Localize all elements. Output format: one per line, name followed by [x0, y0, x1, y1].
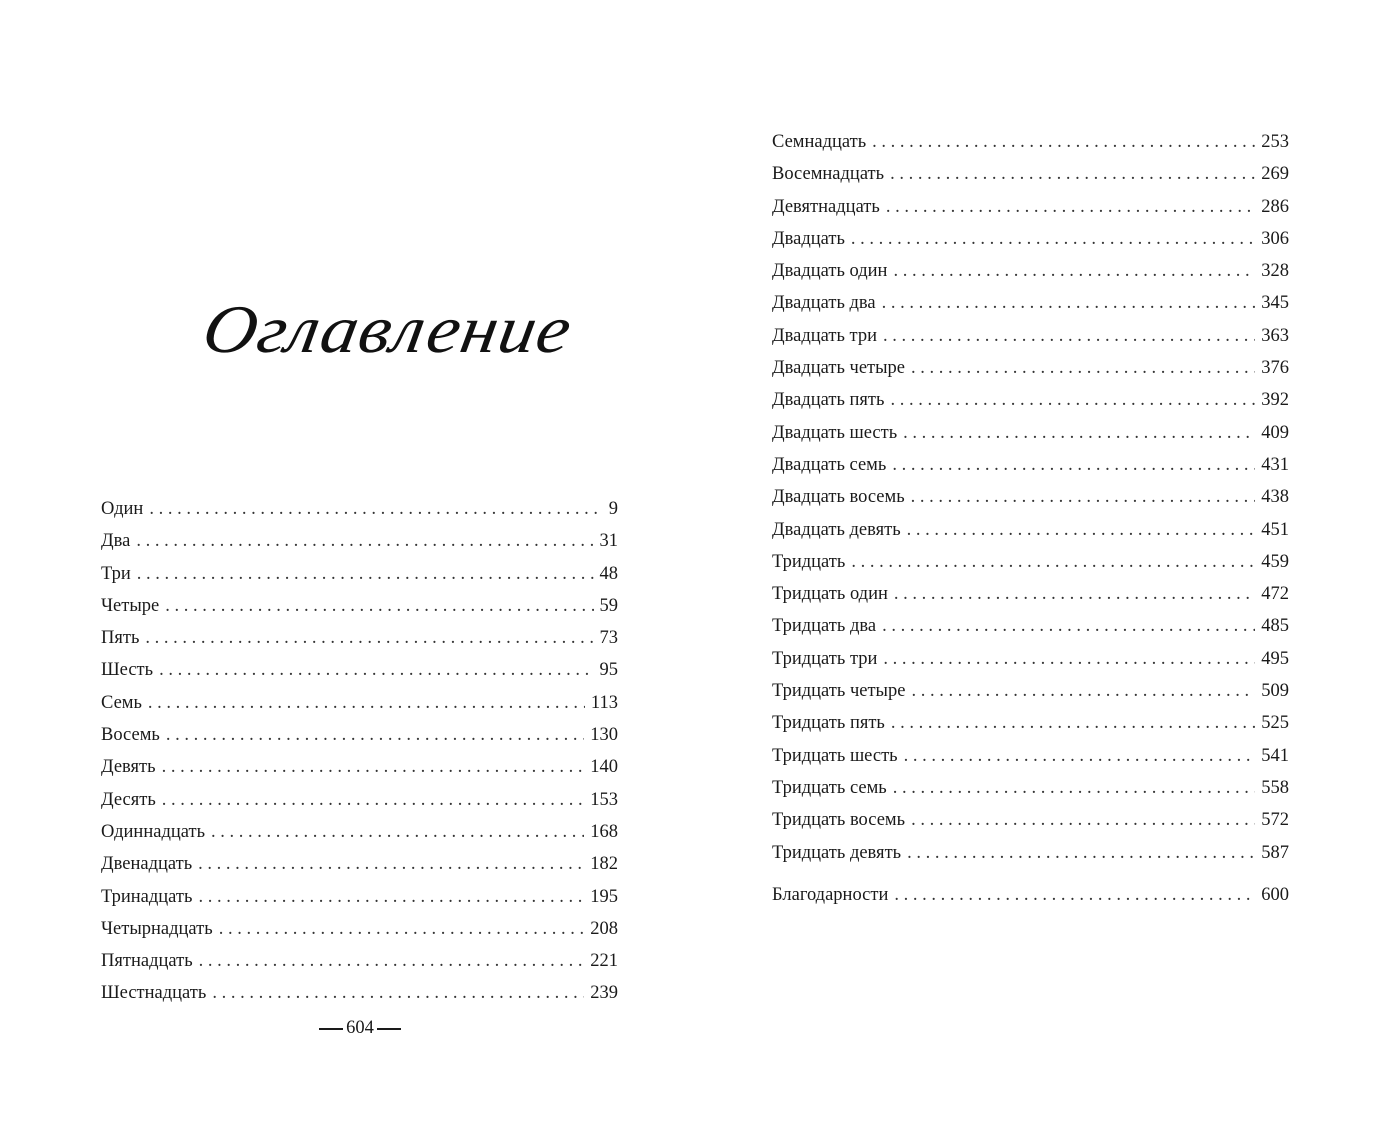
dot-leader — [911, 804, 1255, 836]
toc-entry-label: Пять — [101, 628, 140, 649]
toc-entry-label: Двадцать — [772, 228, 845, 249]
toc-entry — [772, 449, 1289, 481]
dot-leader — [911, 675, 1255, 707]
dot-leader — [907, 514, 1256, 546]
dot-leader — [145, 622, 593, 654]
toc-entry — [772, 546, 1289, 578]
dot-leader — [148, 687, 585, 719]
toc-entry — [101, 751, 618, 783]
toc-entry — [772, 514, 1289, 546]
dot-leader — [904, 740, 1256, 772]
toc-entry — [772, 352, 1289, 384]
dot-leader — [886, 191, 1255, 223]
dot-leader — [893, 255, 1255, 287]
folio-dash-left — [319, 1028, 343, 1030]
toc-entry-label: Двадцать девять — [772, 519, 901, 540]
dot-leader — [162, 751, 585, 783]
toc-entry-page: 59 — [599, 595, 618, 616]
dot-leader — [212, 977, 584, 1009]
dot-leader — [893, 772, 1256, 804]
toc-entry-page: 509 — [1261, 681, 1289, 702]
toc-entry-page: 431 — [1261, 454, 1289, 475]
toc-entry-page: 95 — [599, 660, 618, 681]
toc-entry-page: 208 — [590, 918, 618, 939]
dot-leader — [872, 126, 1255, 158]
toc-entry-page: 541 — [1261, 745, 1289, 766]
toc-entry-page: 9 — [608, 499, 618, 519]
page-number — [316, 1014, 404, 1042]
toc-entry-label: Тридцать один — [772, 584, 888, 605]
toc-entry — [772, 804, 1289, 836]
toc-entry-label: Тридцать семь — [772, 777, 887, 798]
dot-leader — [136, 525, 593, 557]
toc-entry-label: Девятнадцать — [772, 196, 880, 217]
toc-entry — [101, 687, 618, 719]
toc-entry-label: Двадцать шесть — [772, 422, 898, 443]
toc-entry-page: 485 — [1261, 616, 1289, 637]
dot-leader — [137, 558, 594, 590]
toc-entry-label: Тридцать два — [772, 616, 877, 637]
toc-entry-label: Двадцать четыре — [772, 358, 906, 379]
toc-entry-page: 363 — [1261, 325, 1289, 346]
toc-entry-page: 130 — [590, 725, 618, 746]
dot-leader — [851, 223, 1255, 255]
toc-entry-acknowledgements — [772, 879, 1289, 911]
toc-entry — [101, 848, 618, 880]
dot-leader — [911, 481, 1256, 513]
toc-entry — [772, 740, 1289, 772]
toc-entry-page: 376 — [1261, 358, 1289, 379]
toc-entry — [101, 881, 618, 913]
toc-entry-label: Тридцать восемь — [772, 810, 906, 831]
toc-entry-label: Два — [101, 531, 131, 552]
toc-entry — [101, 977, 618, 1009]
toc-entry-label: Десять — [101, 789, 156, 810]
toc-entry-label: Тридцать — [772, 551, 846, 572]
toc-entry-page: 48 — [599, 563, 618, 584]
dot-leader — [219, 913, 585, 945]
toc-entry-page: 168 — [590, 821, 618, 842]
toc-entry — [772, 191, 1289, 223]
dot-leader — [911, 352, 1255, 384]
toc-entry-page: 31 — [599, 531, 618, 552]
toc-list-right — [772, 126, 1289, 911]
toc-entry-label: Тридцать пять — [772, 713, 885, 734]
toc-entry-label: Благодарности — [772, 884, 889, 905]
dot-leader — [149, 493, 602, 525]
toc-entry-label: Двадцать пять — [772, 390, 885, 411]
dot-leader — [883, 643, 1255, 675]
dot-leader — [165, 590, 593, 622]
toc-entry-label: Тридцать три — [772, 648, 878, 669]
toc-entry — [101, 784, 618, 816]
toc-entry — [772, 772, 1289, 804]
toc-entry — [772, 481, 1289, 513]
toc-entry — [772, 384, 1289, 416]
toc-entry — [101, 719, 618, 751]
toc-entry-label: Четырнадцать — [101, 918, 213, 939]
toc-entry-page: 113 — [590, 692, 618, 713]
dot-leader — [890, 384, 1255, 416]
toc-entry — [101, 945, 618, 977]
toc-entry-page: 269 — [1261, 164, 1289, 185]
toc-entry-label: Тридцать девять — [772, 842, 902, 863]
dot-leader — [903, 417, 1255, 449]
toc-entry-page: 558 — [1261, 777, 1289, 798]
toc-entry — [772, 610, 1289, 642]
toc-entry-page: 182 — [590, 854, 618, 875]
toc-entry-label: Двадцать семь — [772, 454, 887, 475]
toc-entry-label: Двадцать восемь — [772, 487, 905, 508]
toc-entry-page: 438 — [1261, 487, 1289, 508]
toc-entry-label: Восемь — [101, 725, 160, 746]
toc-entry — [101, 558, 618, 590]
toc-entry — [772, 158, 1289, 190]
toc-entry-page: 600 — [1261, 884, 1289, 905]
toc-entry — [772, 675, 1289, 707]
dot-leader — [211, 816, 584, 848]
toc-entry-label: Восемнадцать — [772, 164, 885, 185]
toc-entry-page: 451 — [1261, 519, 1289, 540]
toc-entry-page: 221 — [590, 951, 618, 972]
toc-entry-page: 572 — [1261, 810, 1289, 831]
toc-entry-page: 153 — [590, 789, 618, 810]
dot-leader — [166, 719, 584, 751]
toc-entry — [101, 913, 618, 945]
toc-entry — [772, 255, 1289, 287]
dot-leader — [894, 879, 1255, 911]
toc-entry — [101, 493, 618, 525]
toc-entry-page: 525 — [1261, 713, 1289, 734]
toc-entry-page: 140 — [590, 757, 618, 778]
toc-entry-label: Тридцать четыре — [772, 681, 906, 702]
dot-leader — [159, 654, 593, 686]
dot-leader — [890, 158, 1255, 190]
dot-leader — [892, 449, 1255, 481]
toc-entry — [772, 320, 1289, 352]
dot-leader — [907, 837, 1255, 869]
toc-entry — [101, 816, 618, 848]
toc-entry-page: 472 — [1261, 584, 1289, 605]
toc-entry — [772, 643, 1289, 675]
toc-entry-label: Двадцать один — [772, 261, 888, 282]
toc-entry-label: Двадцать два — [772, 293, 876, 314]
toc-entry-page: 328 — [1261, 261, 1289, 282]
dot-leader — [883, 320, 1255, 352]
toc-entry-label: Четыре — [101, 595, 160, 616]
toc-entry-label: Шесть — [101, 660, 154, 681]
dot-leader — [882, 287, 1256, 319]
toc-entry-page: 392 — [1261, 390, 1289, 411]
dot-leader — [891, 707, 1255, 739]
toc-entry-page: 459 — [1261, 551, 1289, 572]
toc-entry-label: Один — [101, 499, 144, 519]
toc-entry — [101, 525, 618, 557]
toc-entry — [772, 223, 1289, 255]
toc-entry-page: 587 — [1261, 842, 1289, 863]
toc-list-left — [101, 493, 618, 1010]
toc-entry — [772, 287, 1289, 319]
toc-entry-label: Три — [101, 563, 131, 584]
dot-leader — [198, 881, 584, 913]
toc-entry-label: Шестнадцать — [101, 983, 207, 1004]
toc-entry — [101, 590, 618, 622]
toc-entry-page: 345 — [1261, 293, 1289, 314]
toc-entry — [772, 837, 1289, 869]
toc-entry-label: Пятнадцать — [101, 951, 193, 972]
toc-entry-page: 495 — [1261, 648, 1289, 669]
dot-leader — [199, 945, 585, 977]
toc-entry-label: Семнадцать — [772, 132, 867, 152]
toc-entry-page: 306 — [1261, 228, 1289, 249]
toc-entry-label: Одиннадцать — [101, 821, 206, 842]
dot-leader — [162, 784, 584, 816]
toc-entry-page: 73 — [599, 628, 618, 649]
dot-leader — [894, 578, 1255, 610]
toc-entry — [772, 126, 1289, 158]
dot-leader — [882, 610, 1255, 642]
toc-entry-label: Двадцать три — [772, 325, 877, 346]
toc-entry — [772, 578, 1289, 610]
toc-entry-label: Семь — [101, 692, 142, 713]
toc-entry-label: Двенадцать — [101, 854, 193, 875]
toc-entry — [772, 707, 1289, 739]
toc-entry-page: 195 — [590, 886, 618, 907]
toc-title: Оглавление — [197, 292, 578, 368]
toc-entry — [772, 417, 1289, 449]
page-number-value: 604 — [346, 1017, 374, 1038]
dot-leader — [851, 546, 1255, 578]
toc-entry-page: 286 — [1261, 196, 1289, 217]
toc-entry-page: 409 — [1261, 422, 1289, 443]
toc-entry-page: 253 — [1261, 132, 1289, 152]
toc-entry-page: 239 — [590, 983, 618, 1004]
toc-entry — [101, 622, 618, 654]
toc-entry-label: Девять — [101, 757, 156, 778]
dot-leader — [198, 848, 584, 880]
toc-entry — [101, 654, 618, 686]
folio-dash-right — [377, 1028, 401, 1030]
toc-entry-label: Тридцать шесть — [772, 745, 898, 766]
toc-entry-label: Тринадцать — [101, 886, 193, 907]
